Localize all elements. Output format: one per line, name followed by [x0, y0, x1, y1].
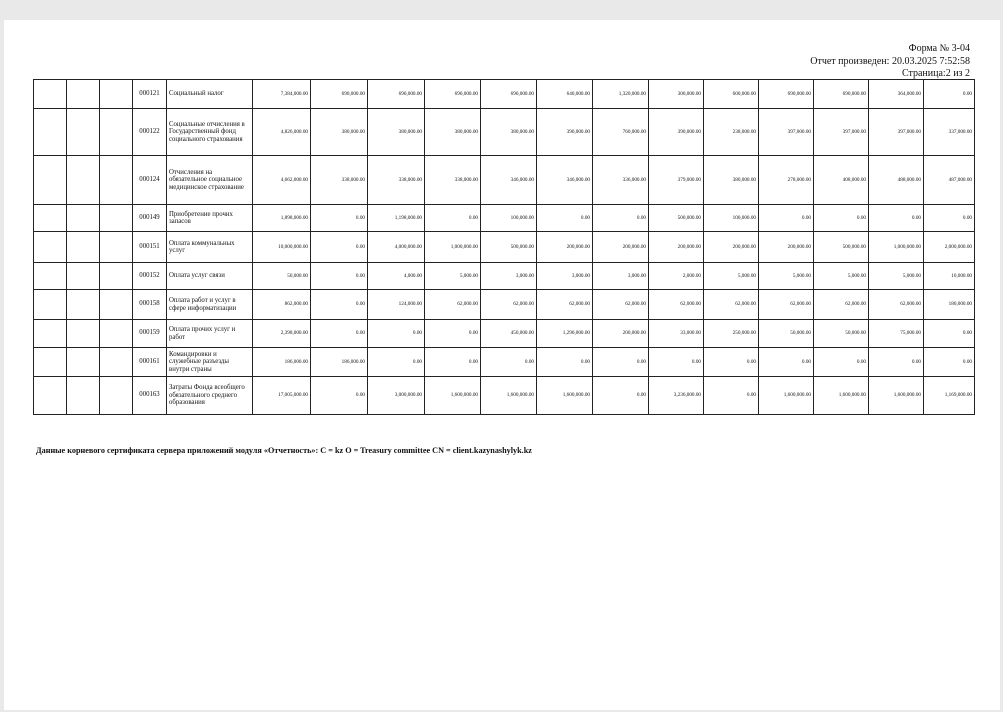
value-cell: 3,000.00	[537, 263, 593, 290]
value-cell: 278,000.00	[759, 156, 814, 205]
value-cell: 390,000.00	[537, 109, 593, 156]
empty-cell	[34, 205, 67, 232]
value-cell: 5,000.00	[704, 263, 759, 290]
value-cell: 33,000.00	[649, 320, 704, 348]
value-cell: 338,000.00	[368, 156, 425, 205]
row-name: Оплата коммунальных услуг	[167, 232, 253, 263]
value-cell: 397,000.00	[759, 109, 814, 156]
value-cell: 336,000.00	[593, 156, 649, 205]
empty-cell	[67, 109, 100, 156]
table-row	[34, 320, 975, 348]
value-cell: 487,000.00	[924, 156, 975, 205]
value-cell: 200,000.00	[704, 232, 759, 263]
value-cell: 397,000.00	[869, 109, 924, 156]
value-cell: 379,000.00	[649, 156, 704, 205]
empty-cell	[67, 290, 100, 320]
empty-cell	[34, 290, 67, 320]
value-cell: 250,000.00	[704, 320, 759, 348]
empty-cell	[34, 109, 67, 156]
empty-cell	[100, 377, 133, 415]
value-cell: 0.00	[704, 377, 759, 415]
value-cell: 200,000.00	[649, 232, 704, 263]
table-row	[34, 290, 975, 320]
table-row	[34, 263, 975, 290]
value-cell: 690,000.00	[368, 80, 425, 109]
row-name: Отчисления на обязательное социальное медицинское страхование	[167, 156, 253, 205]
empty-cell	[100, 205, 133, 232]
value-cell: 3,000.00	[481, 263, 537, 290]
value-cell: 62,000.00	[481, 290, 537, 320]
value-cell: 186,000.00	[253, 348, 311, 377]
value-cell: 0.00	[924, 320, 975, 348]
value-cell: 0.00	[368, 320, 425, 348]
value-cell: 0.00	[311, 320, 368, 348]
row-name: Социальный налог	[167, 80, 253, 109]
value-cell: 0.00	[814, 348, 869, 377]
row-code: 000121	[133, 80, 167, 109]
value-cell: 10,000,000.00	[253, 232, 311, 263]
value-cell: 1,600,000.00	[759, 377, 814, 415]
value-cell: 100,000.00	[704, 205, 759, 232]
empty-cell	[67, 80, 100, 109]
empty-cell	[67, 156, 100, 205]
table-row	[34, 156, 975, 205]
value-cell: 0.00	[924, 348, 975, 377]
value-cell: 4,000,000.00	[368, 232, 425, 263]
empty-cell	[34, 232, 67, 263]
value-cell: 337,000.00	[924, 109, 975, 156]
value-cell: 2,398,000.00	[253, 320, 311, 348]
row-code: 000159	[133, 320, 167, 348]
value-cell: 0.00	[311, 232, 368, 263]
value-cell: 0.00	[924, 205, 975, 232]
value-cell: 450,000.00	[481, 320, 537, 348]
value-cell: 0.00	[924, 80, 975, 109]
empty-cell	[34, 377, 67, 415]
empty-cell	[67, 320, 100, 348]
value-cell: 1,290,000.00	[537, 320, 593, 348]
empty-cell	[67, 348, 100, 377]
row-name: Оплата прочих услуг и работ	[167, 320, 253, 348]
value-cell: 0.00	[759, 348, 814, 377]
empty-cell	[100, 232, 133, 263]
value-cell: 380,000.00	[425, 109, 481, 156]
row-name: Приобретение прочих запасов	[167, 205, 253, 232]
value-cell: 7,384,000.00	[253, 80, 311, 109]
value-cell: 0.00	[593, 377, 649, 415]
value-cell: 397,000.00	[814, 109, 869, 156]
row-code: 000152	[133, 263, 167, 290]
value-cell: 346,000.00	[537, 156, 593, 205]
value-cell: 346,000.00	[481, 156, 537, 205]
value-cell: 62,000.00	[425, 290, 481, 320]
value-cell: 0.00	[869, 348, 924, 377]
empty-cell	[34, 80, 67, 109]
value-cell: 338,000.00	[425, 156, 481, 205]
value-cell: 760,000.00	[593, 109, 649, 156]
value-cell: 5,000.00	[814, 263, 869, 290]
value-cell: 600,000.00	[704, 80, 759, 109]
value-cell: 180,000.00	[924, 290, 975, 320]
value-cell: 3,000,000.00	[368, 377, 425, 415]
empty-cell	[100, 80, 133, 109]
value-cell: 390,000.00	[649, 109, 704, 156]
value-cell: 0.00	[649, 348, 704, 377]
value-cell: 200,000.00	[593, 320, 649, 348]
form-number: Форма № 3-04	[908, 43, 970, 54]
empty-cell	[100, 156, 133, 205]
value-cell: 2,000,000.00	[924, 232, 975, 263]
row-name: Затраты Фонда всеобщего обязательного среднего образования	[167, 377, 253, 415]
value-cell: 238,000.00	[704, 109, 759, 156]
value-cell: 1,600,000.00	[814, 377, 869, 415]
row-code: 000124	[133, 156, 167, 205]
value-cell: 1,169,000.00	[924, 377, 975, 415]
table-row	[34, 348, 975, 377]
value-cell: 50,000.00	[814, 320, 869, 348]
value-cell: 50,000.00	[253, 263, 311, 290]
table-row	[34, 377, 975, 415]
value-cell: 1,198,000.00	[368, 205, 425, 232]
value-cell: 50,000.00	[759, 320, 814, 348]
value-cell: 0.00	[759, 205, 814, 232]
empty-cell	[100, 263, 133, 290]
value-cell: 186,000.00	[311, 348, 368, 377]
value-cell: 0.00	[425, 320, 481, 348]
value-cell: 1,000,000.00	[869, 232, 924, 263]
value-cell: 690,000.00	[481, 80, 537, 109]
value-cell: 5,000.00	[869, 263, 924, 290]
value-cell: 1,898,000.00	[253, 205, 311, 232]
value-cell: 300,000.00	[649, 80, 704, 109]
value-cell: 17,005,000.00	[253, 377, 311, 415]
value-cell: 0.00	[869, 205, 924, 232]
value-cell: 4,000.00	[368, 263, 425, 290]
table-row	[34, 205, 975, 232]
row-code: 000163	[133, 377, 167, 415]
row-name: Оплата услуг связи	[167, 263, 253, 290]
empty-cell	[34, 263, 67, 290]
value-cell: 640,000.00	[537, 80, 593, 109]
value-cell: 0.00	[311, 263, 368, 290]
value-cell: 500,000.00	[481, 232, 537, 263]
value-cell: 364,000.00	[869, 80, 924, 109]
value-cell: 10,000.00	[924, 263, 975, 290]
value-cell: 1,600,000.00	[537, 377, 593, 415]
value-cell: 62,000.00	[704, 290, 759, 320]
value-cell: 62,000.00	[759, 290, 814, 320]
table-row	[34, 232, 975, 263]
value-cell: 0.00	[593, 348, 649, 377]
empty-cell	[100, 348, 133, 377]
value-cell: 690,000.00	[759, 80, 814, 109]
value-cell: 2,000.00	[649, 263, 704, 290]
value-cell: 1,000,000.00	[425, 232, 481, 263]
empty-cell	[34, 348, 67, 377]
report-produced-timestamp: Отчет произведен: 20.03.2025 7:52:58	[810, 56, 970, 67]
row-code: 000149	[133, 205, 167, 232]
value-cell: 0.00	[537, 205, 593, 232]
value-cell: 200,000.00	[537, 232, 593, 263]
value-cell: 124,000.00	[368, 290, 425, 320]
row-name: Оплата работ и услуг в сфере информатизации	[167, 290, 253, 320]
empty-cell	[34, 156, 67, 205]
value-cell: 690,000.00	[425, 80, 481, 109]
value-cell: 4,662,000.00	[253, 156, 311, 205]
empty-cell	[67, 232, 100, 263]
value-cell: 5,000.00	[759, 263, 814, 290]
value-cell: 690,000.00	[311, 80, 368, 109]
report-page	[4, 20, 1000, 710]
value-cell: 488,000.00	[869, 156, 924, 205]
value-cell: 380,000.00	[704, 156, 759, 205]
empty-cell	[100, 109, 133, 156]
value-cell: 1,600,000.00	[425, 377, 481, 415]
empty-cell	[67, 377, 100, 415]
value-cell: 338,000.00	[311, 156, 368, 205]
value-cell: 0.00	[481, 348, 537, 377]
value-cell: 75,000.00	[869, 320, 924, 348]
value-cell: 62,000.00	[537, 290, 593, 320]
value-cell: 1,600,000.00	[481, 377, 537, 415]
value-cell: 380,000.00	[311, 109, 368, 156]
value-cell: 380,000.00	[481, 109, 537, 156]
value-cell: 62,000.00	[814, 290, 869, 320]
row-code: 000158	[133, 290, 167, 320]
value-cell: 0.00	[704, 348, 759, 377]
certificate-info: Данные корневого сертификата сервера приложений модуля «Отчетность»: C = kz O = Treasury committee CN = client.kazynashylyk.kz	[36, 446, 532, 455]
value-cell: 0.00	[311, 205, 368, 232]
value-cell: 0.00	[425, 205, 481, 232]
value-cell: 1,320,000.00	[593, 80, 649, 109]
table-row	[34, 109, 975, 156]
table-row	[34, 80, 975, 109]
value-cell: 0.00	[814, 205, 869, 232]
value-cell: 0.00	[368, 348, 425, 377]
value-cell: 0.00	[311, 377, 368, 415]
value-cell: 500,000.00	[649, 205, 704, 232]
empty-cell	[100, 320, 133, 348]
value-cell: 100,000.00	[481, 205, 537, 232]
row-code: 000151	[133, 232, 167, 263]
value-cell: 0.00	[425, 348, 481, 377]
row-code: 000161	[133, 348, 167, 377]
value-cell: 408,000.00	[814, 156, 869, 205]
page-number: Страница:2 из 2	[901, 68, 970, 79]
budget-table	[33, 79, 975, 415]
empty-cell	[34, 320, 67, 348]
row-name: Командировки и служебные разъезды внутри страны	[167, 348, 253, 377]
value-cell: 62,000.00	[649, 290, 704, 320]
row-name: Социальные отчисления в Государственный фонд социального страхования	[167, 109, 253, 156]
empty-cell	[67, 263, 100, 290]
value-cell: 3,000.00	[593, 263, 649, 290]
value-cell: 0.00	[593, 205, 649, 232]
value-cell: 200,000.00	[759, 232, 814, 263]
value-cell: 0.00	[311, 290, 368, 320]
value-cell: 5,000.00	[425, 263, 481, 290]
value-cell: 0.00	[537, 348, 593, 377]
value-cell: 380,000.00	[368, 109, 425, 156]
empty-cell	[67, 205, 100, 232]
value-cell: 62,000.00	[869, 290, 924, 320]
empty-cell	[100, 290, 133, 320]
value-cell: 4,826,000.00	[253, 109, 311, 156]
value-cell: 62,000.00	[593, 290, 649, 320]
value-cell: 862,000.00	[253, 290, 311, 320]
value-cell: 3,236,000.00	[649, 377, 704, 415]
value-cell: 1,600,000.00	[869, 377, 924, 415]
value-cell: 690,000.00	[814, 80, 869, 109]
row-code: 000122	[133, 109, 167, 156]
value-cell: 200,000.00	[593, 232, 649, 263]
value-cell: 500,000.00	[814, 232, 869, 263]
